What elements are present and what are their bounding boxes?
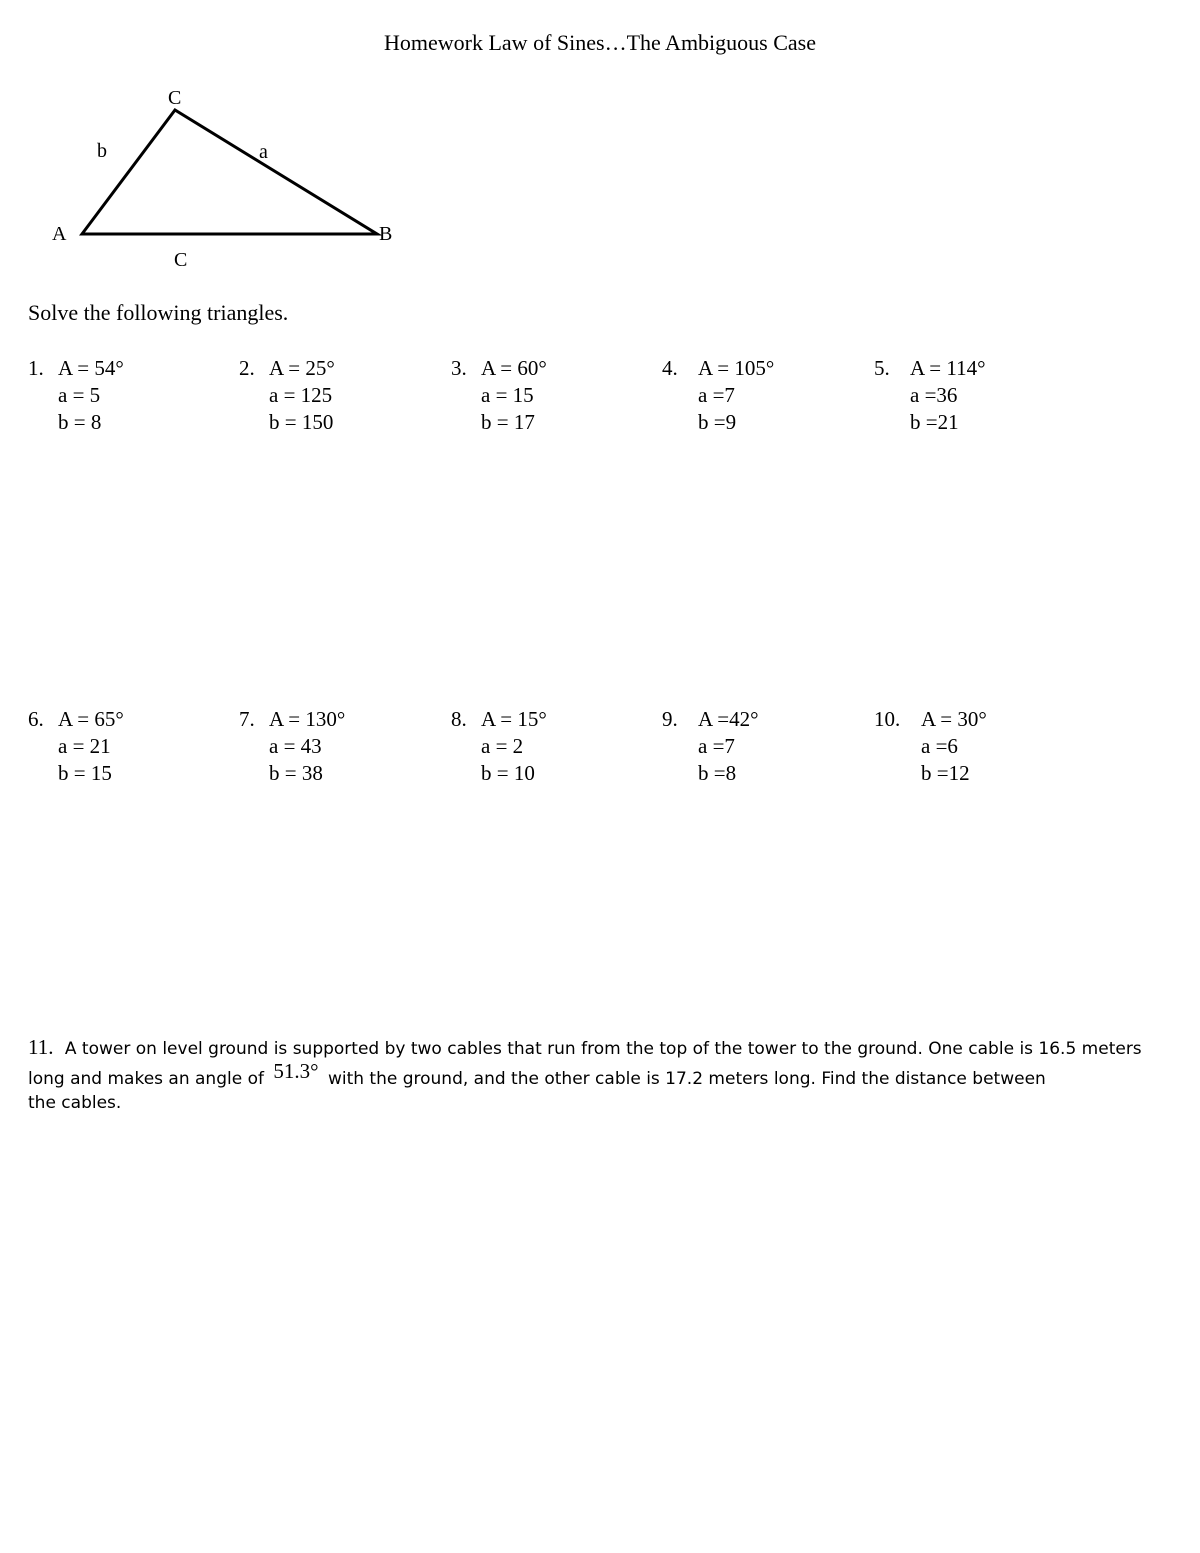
- side-c-label: C: [174, 249, 188, 271]
- problem-number: 3.: [451, 356, 467, 380]
- side-b: b =21: [910, 410, 959, 434]
- side-a: a = 15: [481, 383, 534, 407]
- side-a: a = 5: [58, 383, 101, 407]
- angle-A: A = 54°: [58, 356, 124, 380]
- side-a: a =7: [698, 734, 735, 758]
- side-a-label: a: [259, 141, 268, 163]
- angle-A: A = 15°: [481, 707, 547, 731]
- side-a: a = 43: [269, 734, 322, 758]
- triangle-diagram: [40, 80, 420, 280]
- word-problem-text: A tower on level ground is supported by two cables that run from the top of the tower to the ground. One cable is 16.5 meters long and makes an angle of: [28, 1039, 1142, 1089]
- angle-A: A = 25°: [269, 356, 335, 380]
- angle-A: A = 30°: [921, 707, 987, 731]
- problem-number: 8.: [451, 707, 467, 731]
- side-b: b = 17: [481, 410, 535, 434]
- angle-A: A =42°: [698, 707, 759, 731]
- side-b: b = 10: [481, 761, 535, 785]
- angle-A: A = 114°: [910, 356, 986, 380]
- problem-number: 1.: [28, 356, 44, 380]
- vertex-a-label: A: [52, 223, 67, 245]
- problem-number: 4.: [662, 356, 678, 380]
- instructions: Solve the following triangles.: [28, 300, 289, 325]
- side-b: b = 38: [269, 761, 323, 785]
- problem-number: 5.: [874, 356, 890, 380]
- problem-number: 9.: [662, 707, 678, 731]
- word-problem-text-end: the cables.: [28, 1093, 122, 1113]
- side-b: b = 150: [269, 410, 334, 434]
- side-b: b = 15: [58, 761, 112, 785]
- angle-A: A = 130°: [269, 707, 346, 731]
- angle-value: 51.3°: [273, 1059, 319, 1083]
- vertex-c-label: C: [168, 87, 182, 109]
- problem-number: 10.: [874, 707, 901, 731]
- side-a: a = 2: [481, 734, 524, 758]
- word-problem-text-continued: with the ground, and the other cable is 17.2 meters long. Find the distance between: [327, 1069, 1046, 1089]
- side-b: b = 8: [58, 410, 102, 434]
- triangle-shape: [40, 80, 420, 280]
- problem-number: 6.: [28, 707, 44, 731]
- side-b: b =9: [698, 410, 737, 434]
- angle-A: A = 105°: [698, 356, 775, 380]
- side-a: a =7: [698, 383, 735, 407]
- angle-A: A = 60°: [481, 356, 547, 380]
- page-title: Homework Law of Sines…The Ambiguous Case: [384, 30, 816, 55]
- side-a: a = 21: [58, 734, 111, 758]
- side-b: b =12: [921, 761, 970, 785]
- side-a: a = 125: [269, 383, 333, 407]
- problem-number: 7.: [239, 707, 255, 731]
- problem-number: 11.: [28, 1035, 54, 1059]
- side-a: a =36: [910, 383, 958, 407]
- side-b-label: b: [97, 140, 107, 162]
- side-a: a =6: [921, 734, 958, 758]
- vertex-b-label: B: [379, 223, 393, 245]
- problem-number: 2.: [239, 356, 255, 380]
- word-problem-11: [28, 1033, 1168, 1113]
- side-b: b =8: [698, 761, 737, 785]
- angle-A: A = 65°: [58, 707, 124, 731]
